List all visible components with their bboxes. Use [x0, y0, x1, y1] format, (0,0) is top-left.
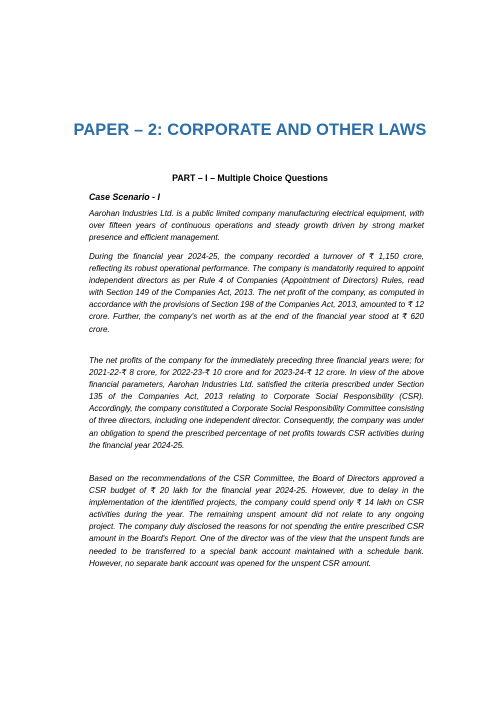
- paragraph-company-intro: Aarohan Industries Ltd. is a public limited company manufacturing electrical equipment, with over fifteen years of continuous operations and steady growth driven by strong market presence and efficient management.: [89, 209, 424, 243]
- paper-title: PAPER – 2: CORPORATE AND OTHER LAWS: [73, 121, 427, 139]
- paragraph-csr-criteria: The net profits of the company for the immediately preceding three financial years were; for 2021-22-₹ 8 crore, for 2022-23-₹ 10 crore and for 2023-24-₹ 12 crore. In view of the above financial parameters, Aarohan Industries Ltd. satisfied the criteria prescribed under Section 135 of the Companies Act, 2013 relating to Corporate Social Responsibility (CSR). Accordingly, the company constituted a Corporate Social Responsibility Committee consisting of three directors, including one independent director. Consequently, the company was under an obligation to spend the prescribed percentage of net profits towards CSR activities during the financial year 2024-25.: [89, 356, 424, 450]
- case-scenario-heading: Case Scenario - I: [89, 192, 160, 202]
- paragraph-financials: During the financial year 2024-25, the company recorded a turnover of ₹ 1,150 crore, reflecting its robust operational performance. The company is mandatorily required to appoint independent directors as per Rule 4 of Companies (Appointment of Directors) Rules, read with Section 149 of the Companies Act, 2013. The net profit of the company, as computed in accordance with the provisions of Section 198 of the Companies Act, 2013, amounted to ₹ 12 crore. Further, the company's net worth as at the end of the financial year stood at ₹ 620 crore.: [89, 252, 424, 334]
- part-heading: PART – I – Multiple Choice Questions: [172, 173, 328, 183]
- paragraph-csr-spending: Based on the recommendations of the CSR Committee, the Board of Directors approved a CSR budget of ₹ 20 lakh for the financial year 2024-25. However, due to delay in the implementation of the identified projects, the company could spend only ₹ 14 lakh on CSR activities during the year. The remaining unspent amount did not relate to any ongoing project. The company duly disclosed the reasons for not spending the entire prescribed CSR amount in the Board's Report. One of the director was of the view that the unspent funds are needed to be transferred to a special bank account maintained with a schedule bank. However, no separate bank account was opened for the unspent CSR amount.: [89, 474, 424, 568]
